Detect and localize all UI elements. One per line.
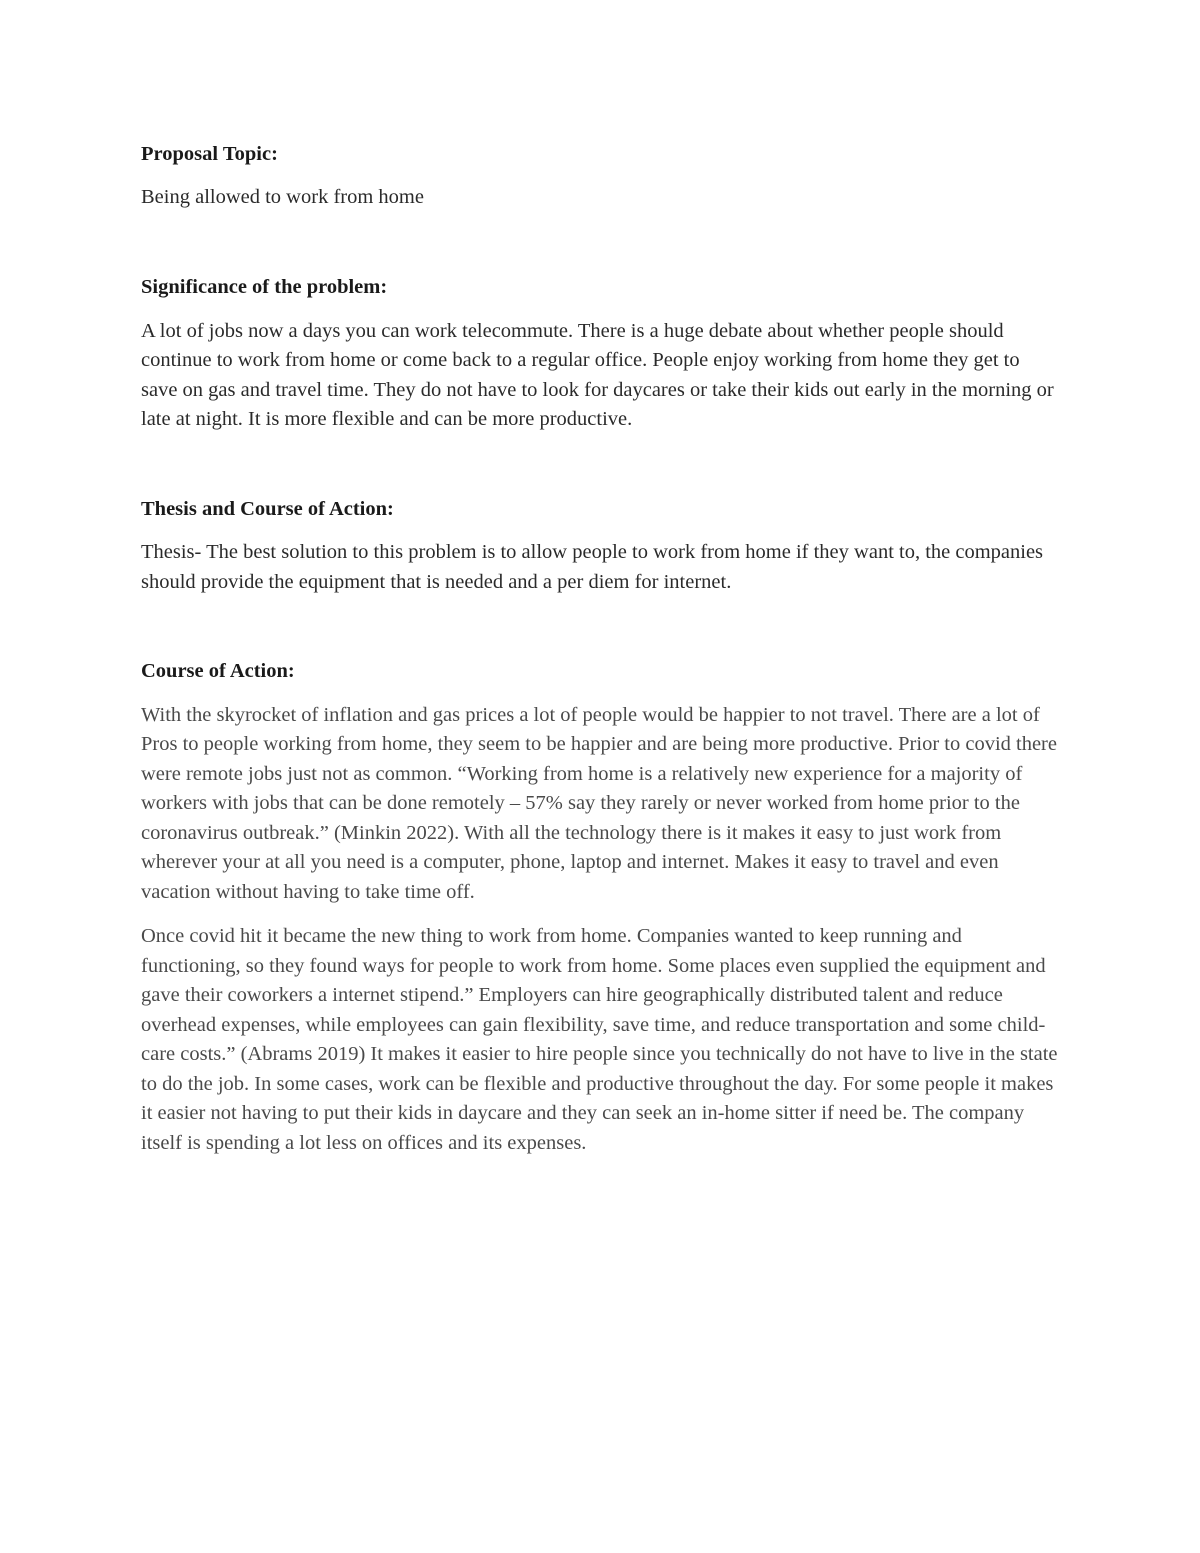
proposal-topic-heading: Proposal Topic: xyxy=(141,143,278,165)
course-of-action-heading: Course of Action: xyxy=(141,660,295,682)
significance-heading: Significance of the problem: xyxy=(141,276,388,298)
course-of-action-paragraph-2: Once covid hit it became the new thing to work from home. Companies wanted to keep running and functioning, so they found ways for people to work from home. Some places even supplied the equipment and gave their coworkers a internet stipend.” Employers can hire geographically distributed talent and reduce overhead expenses, while employees can gain flexibility, save time, and reduce transportation and some child-care costs.” (Abrams 2019) It makes it easier to hire people since you technically do not have to live in the state to do the job. In some cases, work can be flexible and productive throughout the day. For some people it makes it easier not having to put their kids in daycare and they can seek an in-home sitter if need be. The company itself is spending a lot less on offices and its expenses. xyxy=(141,925,1058,1154)
proposal-topic-text: Being allowed to work from home xyxy=(141,185,424,208)
significance-paragraph: A lot of jobs now a days you can work telecommute. There is a huge debate about whether people should continue to work from home or come back to a regular office. People enjoy working from home they get to save on gas and travel time. They do not have to look for daycares or take their kids out early in the morning or late at night. It is more flexible and can be more productive. xyxy=(141,319,1054,430)
document-body xyxy=(141,140,1061,1158)
thesis-heading: Thesis and Course of Action: xyxy=(141,497,394,520)
thesis-paragraph: Thesis- The best solution to this problem is to allow people to work from home if they want to, the companies should provide the equipment that is needed and a per diem for internet. xyxy=(141,541,1044,593)
course-of-action-paragraph-1: With the skyrocket of inflation and gas prices a lot of people would be happier to not travel. There are a lot of Pros to people working from home, they seem to be happier and are being more productive. Prior to covid there were remote jobs just not as common. “Working from home is a relatively new experience for a majority of workers with jobs that can be done remotely – 57% say they rarely or never worked from home prior to the coronavirus outbreak.” (Minkin 2022). With all the technology there is it makes it easy to just work from wherever your at all you need is a computer, phone, laptop and internet. Makes it easy to travel and even vacation without having to take time off. xyxy=(141,703,1057,903)
